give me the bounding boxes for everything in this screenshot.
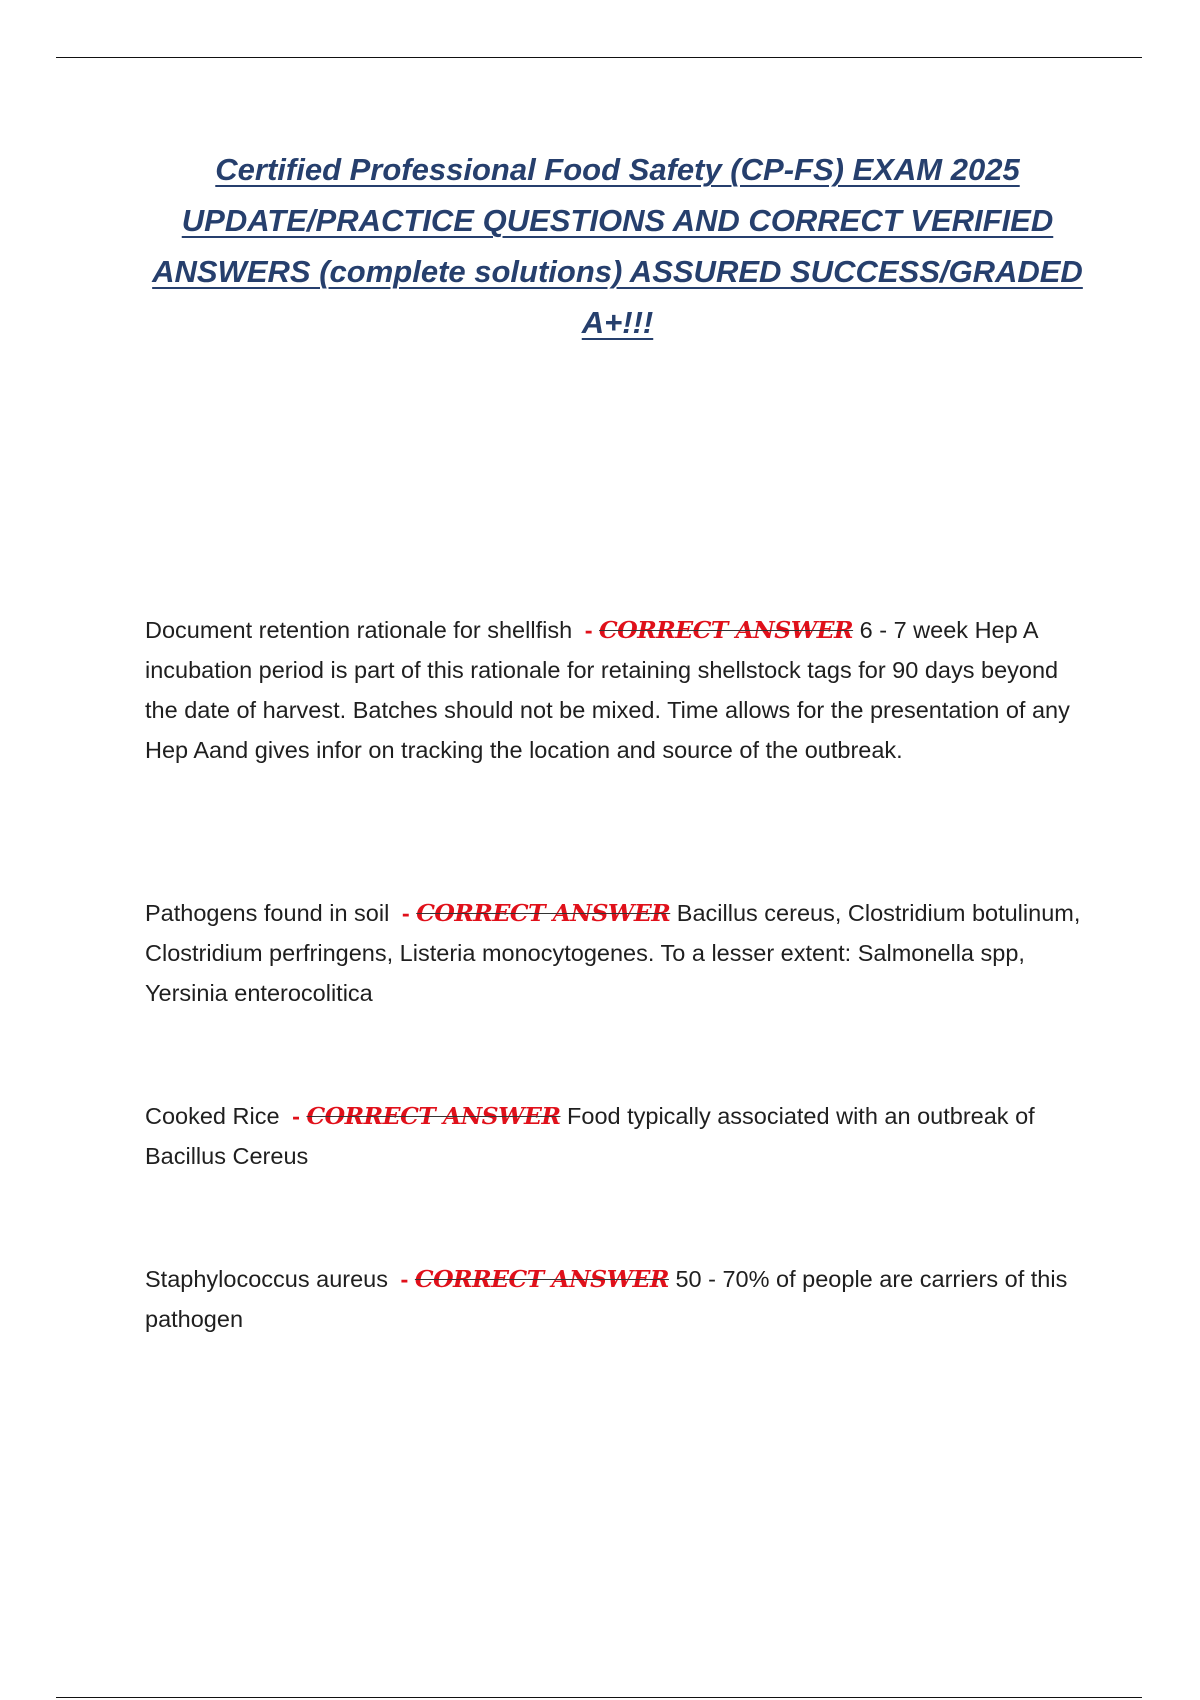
- qa-item-cooked-rice: [145, 1096, 1085, 1176]
- answer-text: Bacillus cereus, Clostridium botulinum, Clostridium perfringens, Listeria monocytogenes. To a lesser extent: Salmonella spp, Yersinia enterocolitica: [145, 900, 1081, 1006]
- correct-answer-marker: CORRECT ANSWER: [306, 1102, 561, 1130]
- answer-separator: -: [400, 1266, 409, 1292]
- answer-separator: -: [401, 900, 410, 926]
- answer-text: 50 - 70% of people are carriers of this pathogen: [145, 1266, 1068, 1332]
- answer-separator: -: [584, 617, 593, 643]
- correct-answer-marker: CORRECT ANSWER: [599, 616, 854, 644]
- answer-separator: -: [292, 1103, 300, 1129]
- answer-text: Food typically associated with an outbreak of Bacillus Cereus: [145, 1103, 1035, 1169]
- answer-text: 6 - 7 week Hep A incubation period is part of this rationale for retaining shellstock tags for 90 days beyond the date of harvest. Batches should not be mixed. Time allows for the presentation of any Hep Aand gives infor on tracking the location and source of the outbreak.: [145, 617, 1070, 763]
- correct-answer-marker: CORRECT ANSWER: [414, 1265, 669, 1293]
- qa-item-staphylococcus: [145, 1259, 1085, 1339]
- qa-item-shellfish-retention: [145, 610, 1085, 770]
- question-text: Pathogens found in soil: [145, 900, 390, 926]
- top-rule: [56, 57, 1142, 58]
- question-text: Cooked Rice: [145, 1103, 280, 1129]
- question-text: Staphylococcus aureus: [145, 1266, 388, 1292]
- bottom-rule: [56, 1697, 1142, 1698]
- qa-item-soil-pathogens: [145, 893, 1085, 1013]
- document-title: Certified Professional Food Safety (CP-FS) EXAM 2025 UPDATE/PRACTICE QUESTIONS AND CORRECT VERIFIED ANSWERS (complete solutions) ASSURED SUCCESS/GRADED A+!!!: [152, 152, 1083, 340]
- correct-answer-marker: CORRECT ANSWER: [416, 899, 671, 927]
- question-text: Document retention rationale for shellfish: [145, 617, 573, 643]
